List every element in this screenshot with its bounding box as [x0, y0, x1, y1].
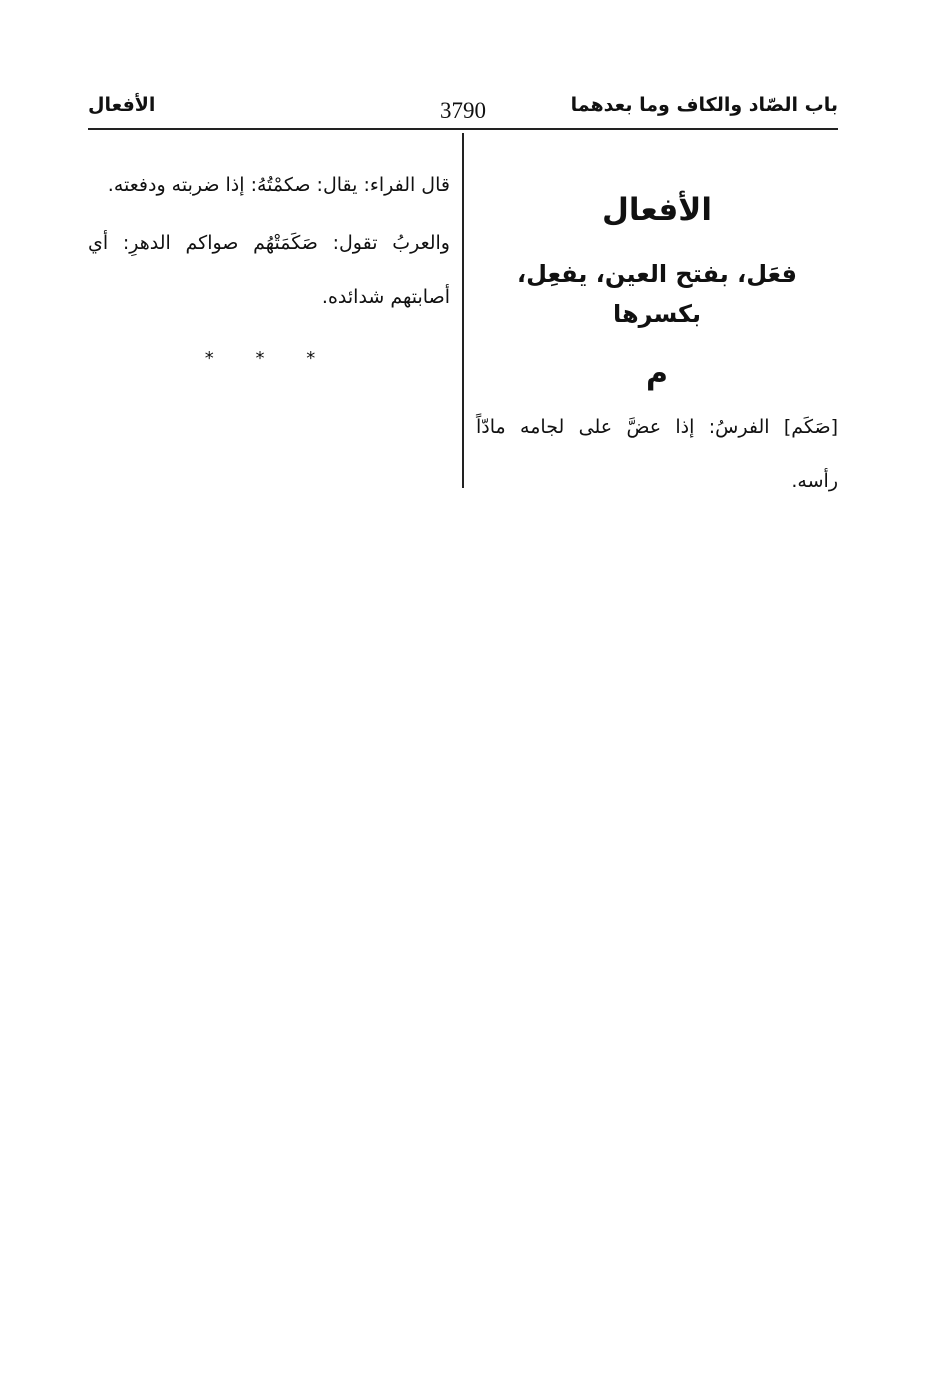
chapter-title: باب الصّاد والكاف وما بعدهما	[570, 94, 838, 116]
section-name: الأفعال	[88, 94, 156, 116]
page-number: 3790	[440, 98, 486, 123]
section-separator: * * *	[204, 348, 334, 369]
column-divider	[462, 133, 464, 488]
page-header	[88, 88, 838, 130]
dictionary-entry: والعربُ تقول: صَكَمَتْهُم صواكم الدهرِ: أي أصابتهم شدائده.	[88, 232, 450, 308]
section-subtitle: فعَل، بفتح العين، يفعِل، بكسرها	[517, 260, 797, 328]
section-title: الأفعال	[601, 192, 713, 228]
dictionary-entry: قال الفراء: يقال: صكمْتُهُ: إذا ضربته ودفعته.	[107, 174, 450, 196]
dictionary-entry: [صَكَم] الفرسُ: إذا عضَّ على لجامه مادّاً رأسه.	[476, 416, 838, 492]
letter-heading: م	[646, 356, 668, 391]
left-column	[88, 140, 450, 369]
right-column	[476, 140, 838, 508]
